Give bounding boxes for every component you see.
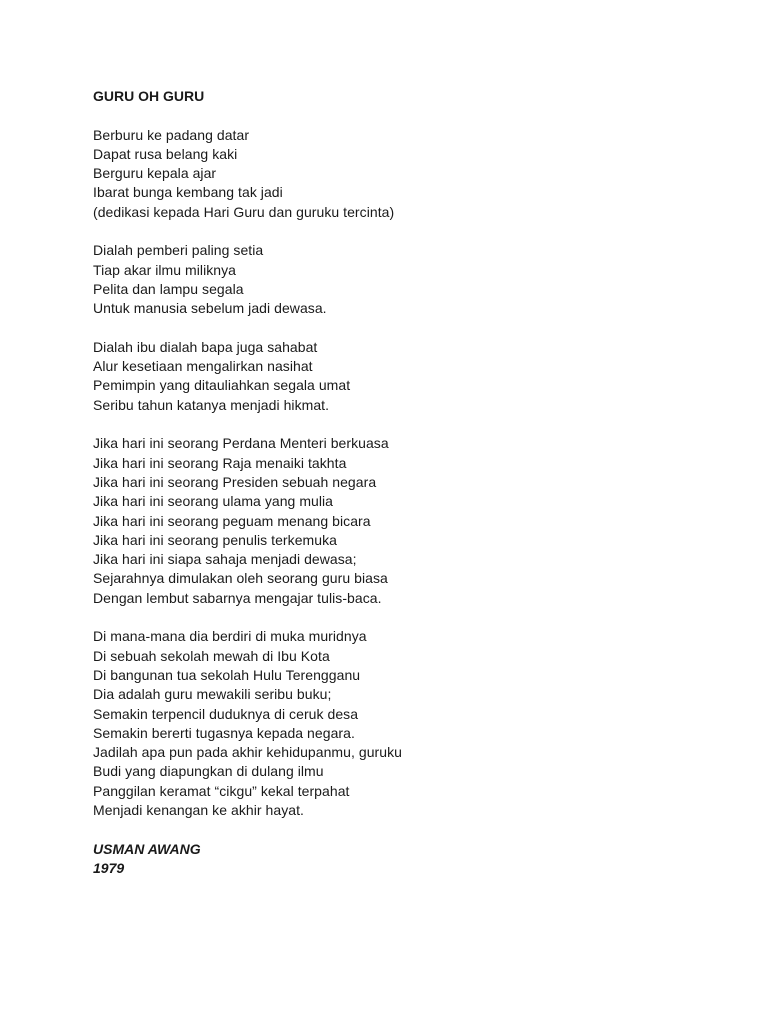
poem-line: Dialah ibu dialah bapa juga sahabat <box>93 338 318 355</box>
poem-year: 1979 <box>93 859 125 876</box>
poem-line: Pelita dan lampu segala <box>93 280 244 297</box>
poem-line: Untuk manusia sebelum jadi dewasa. <box>93 300 327 317</box>
poem-body <box>93 126 733 821</box>
poem-line: Sejarahnya dimulakan oleh seorang guru biasa <box>93 570 388 587</box>
poem-line: Di sebuah sekolah mewah di Ibu Kota <box>93 647 330 664</box>
poem-line: Dialah pemberi paling setia <box>93 242 264 259</box>
poem-line: Jika hari ini seorang penulis terkemuka <box>93 531 337 548</box>
poem-stanza <box>93 338 733 415</box>
poem-stanza <box>93 126 733 222</box>
poem-line: Di mana-mana dia berdiri di muka muridnya <box>93 628 367 645</box>
poem-line: Jika hari ini seorang ulama yang mulia <box>93 493 334 510</box>
poem-line: Jika hari ini seorang peguam menang bicara <box>93 512 371 529</box>
poem-title: GURU OH GURU <box>93 88 205 104</box>
poem-line: Panggilan keramat “cikgu” kekal terpahat <box>93 782 350 799</box>
poem-line: Pemimpin yang ditauliahkan segala umat <box>93 377 351 394</box>
poem-line: Semakin bererti tugasnya kepada negara. <box>93 724 355 741</box>
poem-line: Dia adalah guru mewakili seribu buku; <box>93 686 332 703</box>
poem-stanza <box>93 241 733 318</box>
poem-line: Ibarat bunga kembang tak jadi <box>93 184 283 201</box>
poem-line: Alur kesetiaan mengalirkan nasihat <box>93 358 313 375</box>
poem-line: Berburu ke padang datar <box>93 126 250 143</box>
poem-line: Di bangunan tua sekolah Hulu Terengganu <box>93 666 361 683</box>
poem-line: Menjadi kenangan ke akhir hayat. <box>93 801 304 818</box>
poem-page <box>93 87 733 878</box>
poem-line: Tiap akar ilmu miliknya <box>93 261 237 278</box>
poem-line: Jika hari ini siapa sahaja menjadi dewasa; <box>93 551 357 568</box>
poem-line: Dapat rusa belang kaki <box>93 145 238 162</box>
poem-line: Jika hari ini seorang Presiden sebuah negara <box>93 473 377 490</box>
poem-stanza <box>93 434 733 608</box>
poem-line: Jika hari ini seorang Perdana Menteri berkuasa <box>93 435 389 452</box>
poem-stanza <box>93 627 733 820</box>
poem-line: (dedikasi kepada Hari Guru dan guruku tercinta) <box>93 203 395 220</box>
poem-line: Budi yang diapungkan di dulang ilmu <box>93 763 324 780</box>
poem-line: Jika hari ini seorang Raja menaiki takhta <box>93 454 347 471</box>
poem-author: USMAN AWANG <box>93 840 201 857</box>
poem-line: Berguru kepala ajar <box>93 165 217 182</box>
poem-line: Dengan lembut sabarnya mengajar tulis-baca. <box>93 589 382 606</box>
poem-line: Jadilah apa pun pada akhir kehidupanmu, guruku <box>93 744 402 761</box>
poem-line: Seribu tahun katanya menjadi hikmat. <box>93 396 330 413</box>
poem-line: Semakin terpencil duduknya di ceruk desa <box>93 705 359 722</box>
